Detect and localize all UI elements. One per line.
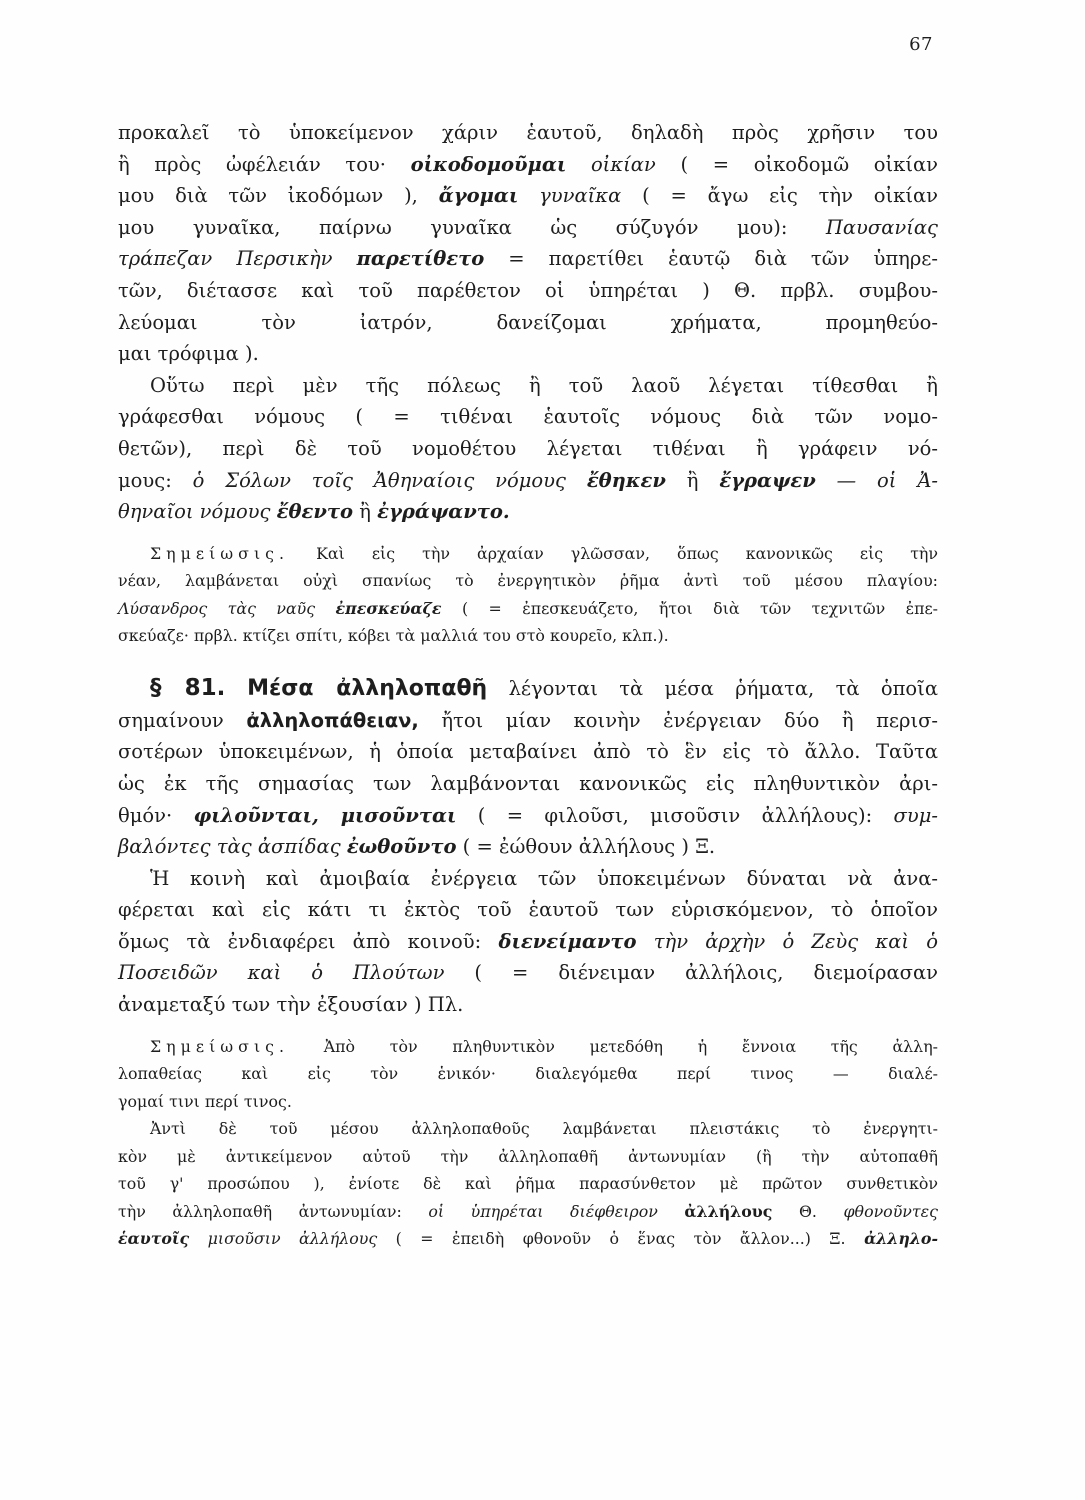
page-body [118, 117, 938, 1253]
text-line: μαι τρόφιμα ). [118, 342, 259, 366]
text-line: Ἀντὶ δὲ τοῦ μέσου ἀλληλοπαθοῦς λαμβάνεται πλειστάκις τὸ ἐνεργητι- [150, 1119, 938, 1139]
text-line: ὅμως τὰ ἐνδιαφέρει ἀπὸ κοινοῦ: διενείμαντο τὴν ἀρχὴν ὁ Ζεὺς καὶ ὁ [118, 929, 938, 953]
example-word: ἔθηκεν [586, 468, 666, 492]
note-label: Σημείωσις. [150, 543, 290, 563]
text-line: μους: ὁ Σόλων τοῖς Ἀθηναίοις νόμους ἔθηκεν ἢ ἔγραψεν — οἱ Ἀ- [118, 468, 938, 492]
example-word: ἀλλήλους [684, 1201, 773, 1221]
key-term: ἀλληλοπάθειαν, [246, 708, 419, 732]
section-title: Μέσα ἀλληλοπαθῆ [247, 675, 488, 701]
text-line: Σημείωσις. Καὶ εἰς τὴν ἀρχαίαν γλῶσσαν, ὅπως κανονικῶς εἰς τὴν [150, 543, 939, 563]
section-heading-line: § 81. Μέσα ἀλληλοπαθῆ λέγονται τὰ μέσα ῥήματα, τὰ ὁποῖα [150, 674, 938, 701]
text-line: νέαν, λαμβάνεται οὐχὶ σπανίως τὸ ἐνεργητικὸν ῥῆμα ἀντὶ τοῦ μέσου πλαγίου: [118, 571, 938, 591]
paragraph-reciprocal-action [118, 863, 938, 1021]
example-word: ἄγομαι [438, 184, 519, 208]
text-line: Λύσανδρος τὰς ναῦς ἐπεσκεύαζε ( = ἐπεσκευάζετο, ἤτοι διὰ τῶν τεχνιτῶν ἐπε- [118, 598, 938, 618]
text-line: θμόν· φιλοῦνται, μισοῦνται ( = φιλοῦσι, μισοῦσιν ἀλλήλους): συμ- [118, 803, 938, 827]
paragraph-laws-example [118, 370, 938, 528]
text-line: σοτέρων ὑποκειμένων, ἡ ὁποία μεταβαίνει ἀπὸ τὸ ἓν εἰς τὸ ἄλλο. Ταῦτα [118, 740, 938, 764]
text-line: Ἡ κοινὴ καὶ ἀμοιβαία ἐνέργεια τῶν ὑποκειμένων δύναται νὰ ἀνα- [150, 866, 938, 890]
text-line: βαλόντες τὰς ἀσπίδας ἐωθοῦντο ( = ἐώθουν ἀλλήλους ) Ξ. [118, 835, 716, 859]
example-word: ἑαυτοῖς [118, 1229, 190, 1249]
page-number: 67 [909, 34, 933, 55]
text-line: θηναῖοι νόμους ἔθεντο ἢ ἐγράψαντο. [118, 500, 510, 524]
text-line: φέρεται καὶ εἰς κάτι τι ἐκτὸς τοῦ ἑαυτοῦ των εὑρισκόμενον, τὸ ὁποῖον [118, 898, 938, 922]
text-line: λεύομαι τὸν ἰατρόν, δανείζομαι χρήματα, προμηθεύο- [118, 310, 938, 334]
text-line: κὸν μὲ ἀντικείμενον αὐτοῦ τὴν ἀλληλοπαθῆ ἀντωνυμίαν (ἢ τὴν αὐτοπαθῆ [118, 1146, 938, 1166]
text-line: λοπαθείας καὶ εἰς τὸν ἑνικόν· διαλεγόμεθα περί τινος — διαλέ- [118, 1064, 938, 1084]
note-active-with-pronoun [118, 1115, 938, 1253]
example-word: ἀλληλο- [864, 1229, 939, 1249]
text-line: γομαί τινι περί τινος. [118, 1091, 292, 1111]
text-line: μου γυναῖκα, παίρνω γυναῖκα ὡς σύζυγόν μου): Παυσανίας [118, 215, 938, 239]
example-word: παρετίθετο [356, 247, 485, 271]
text-line: ὡς ἐκ τῆς σημασίας των λαμβάνονται κανονικῶς εἰς πληθυντικὸν ἀρι- [118, 771, 938, 795]
note-singular-reciprocal [118, 1033, 938, 1116]
section-number: § 81. [150, 674, 226, 701]
example-word: ἐγράψαντο. [377, 500, 510, 524]
example-word: διενείμαντο [498, 929, 637, 953]
example-word: ἐωθοῦντο [346, 835, 457, 859]
text-line: ἑαυτοῖς μισοῦσιν ἀλλήλους ( = ἐπειδὴ φθονοῦν ὁ ἕνας τὸν ἄλλον...) Ξ. ἀλληλο- [118, 1229, 939, 1249]
text-line: σημαίνουν ἀλληλοπάθειαν, ἤτοι μίαν κοινὴν ἐνέργειαν δύο ἢ περισ- [118, 708, 939, 732]
text-line: ἀναμεταξύ των τὴν ἐξουσίαν ) Πλ. [118, 993, 464, 1017]
section-81 [118, 672, 938, 863]
text-line: τράπεζαν Περσικὴν παρετίθετο = παρετίθει ἑαυτῷ διὰ τῶν ὑπηρε- [118, 247, 938, 271]
example-word: φιλοῦνται, μισοῦνται [193, 803, 457, 827]
text-line: τὴν ἀλληλοπαθῆ ἀντωνυμίαν: οἱ ὑπηρέται διέφθειρον ἀλλήλους Θ. φθονοῦντες [118, 1201, 938, 1221]
text-line: τῶν, διέτασσε καὶ τοῦ παρέθετον οἱ ὑπηρέται ) Θ. πρβλ. συμβου- [118, 278, 938, 302]
text-line: σκεύαζε· πρβλ. κτίζει σπίτι, κόβει τὰ μαλλιά του στὸ κουρεῖο, κλπ.). [118, 626, 669, 646]
example-word: ἔγραψεν [719, 468, 816, 492]
text-line: μου διὰ τῶν ἰκοδόμων ), ἄγομαι γυναῖκα ( = ἄγω εἰς τὴν οἰκίαν [118, 184, 938, 208]
example-word: ἐπεσκεύαζε [335, 598, 442, 618]
text-line: προκαλεῖ τὸ ὑποκείμενον χάριν ἑαυτοῦ, δηλαδὴ πρὸς χρῆσιν του [118, 121, 938, 144]
example-word: ἔθεντο [276, 500, 354, 524]
paragraph-middle-voice-examples [118, 117, 938, 370]
text-line: Σημείωσις. Ἀπὸ τὸν πληθυντικὸν μετεδόθη ἡ ἔννοια τῆς ἀλλη- [150, 1036, 938, 1056]
text-line: τοῦ γ' προσώπου ), ἐνίοτε δὲ καὶ ῥῆμα παρασύνθετον μὲ πρῶτον συνθετικὸν [118, 1174, 938, 1194]
text-line: γράφεσθαι νόμους ( = τιθέναι ἑαυτοῖς νόμους διὰ τῶν νομο- [118, 405, 938, 429]
text-line: Ποσειδῶν καὶ ὁ Πλούτων ( = διένειμαν ἀλλήλοις, διεμοίρασαν [118, 961, 938, 985]
note-active-for-middle [118, 540, 938, 650]
text-line: θετῶν), περὶ δὲ τοῦ νομοθέτου λέγεται τιθέναι ἢ γράφειν νό- [118, 436, 938, 460]
text-line: Οὕτω περὶ μὲν τῆς πόλεως ἢ τοῦ λαοῦ λέγεται τίθεσθαι ἢ [150, 373, 938, 397]
example-word: οἰκοδομοῦμαι [410, 152, 567, 176]
note-label: Σημείωσις. [150, 1036, 290, 1056]
text-line: ἢ πρὸς ὠφέλειάν του· οἰκοδομοῦμαι οἰκίαν ( = οἰκοδομῶ οἰκίαν [118, 152, 938, 176]
